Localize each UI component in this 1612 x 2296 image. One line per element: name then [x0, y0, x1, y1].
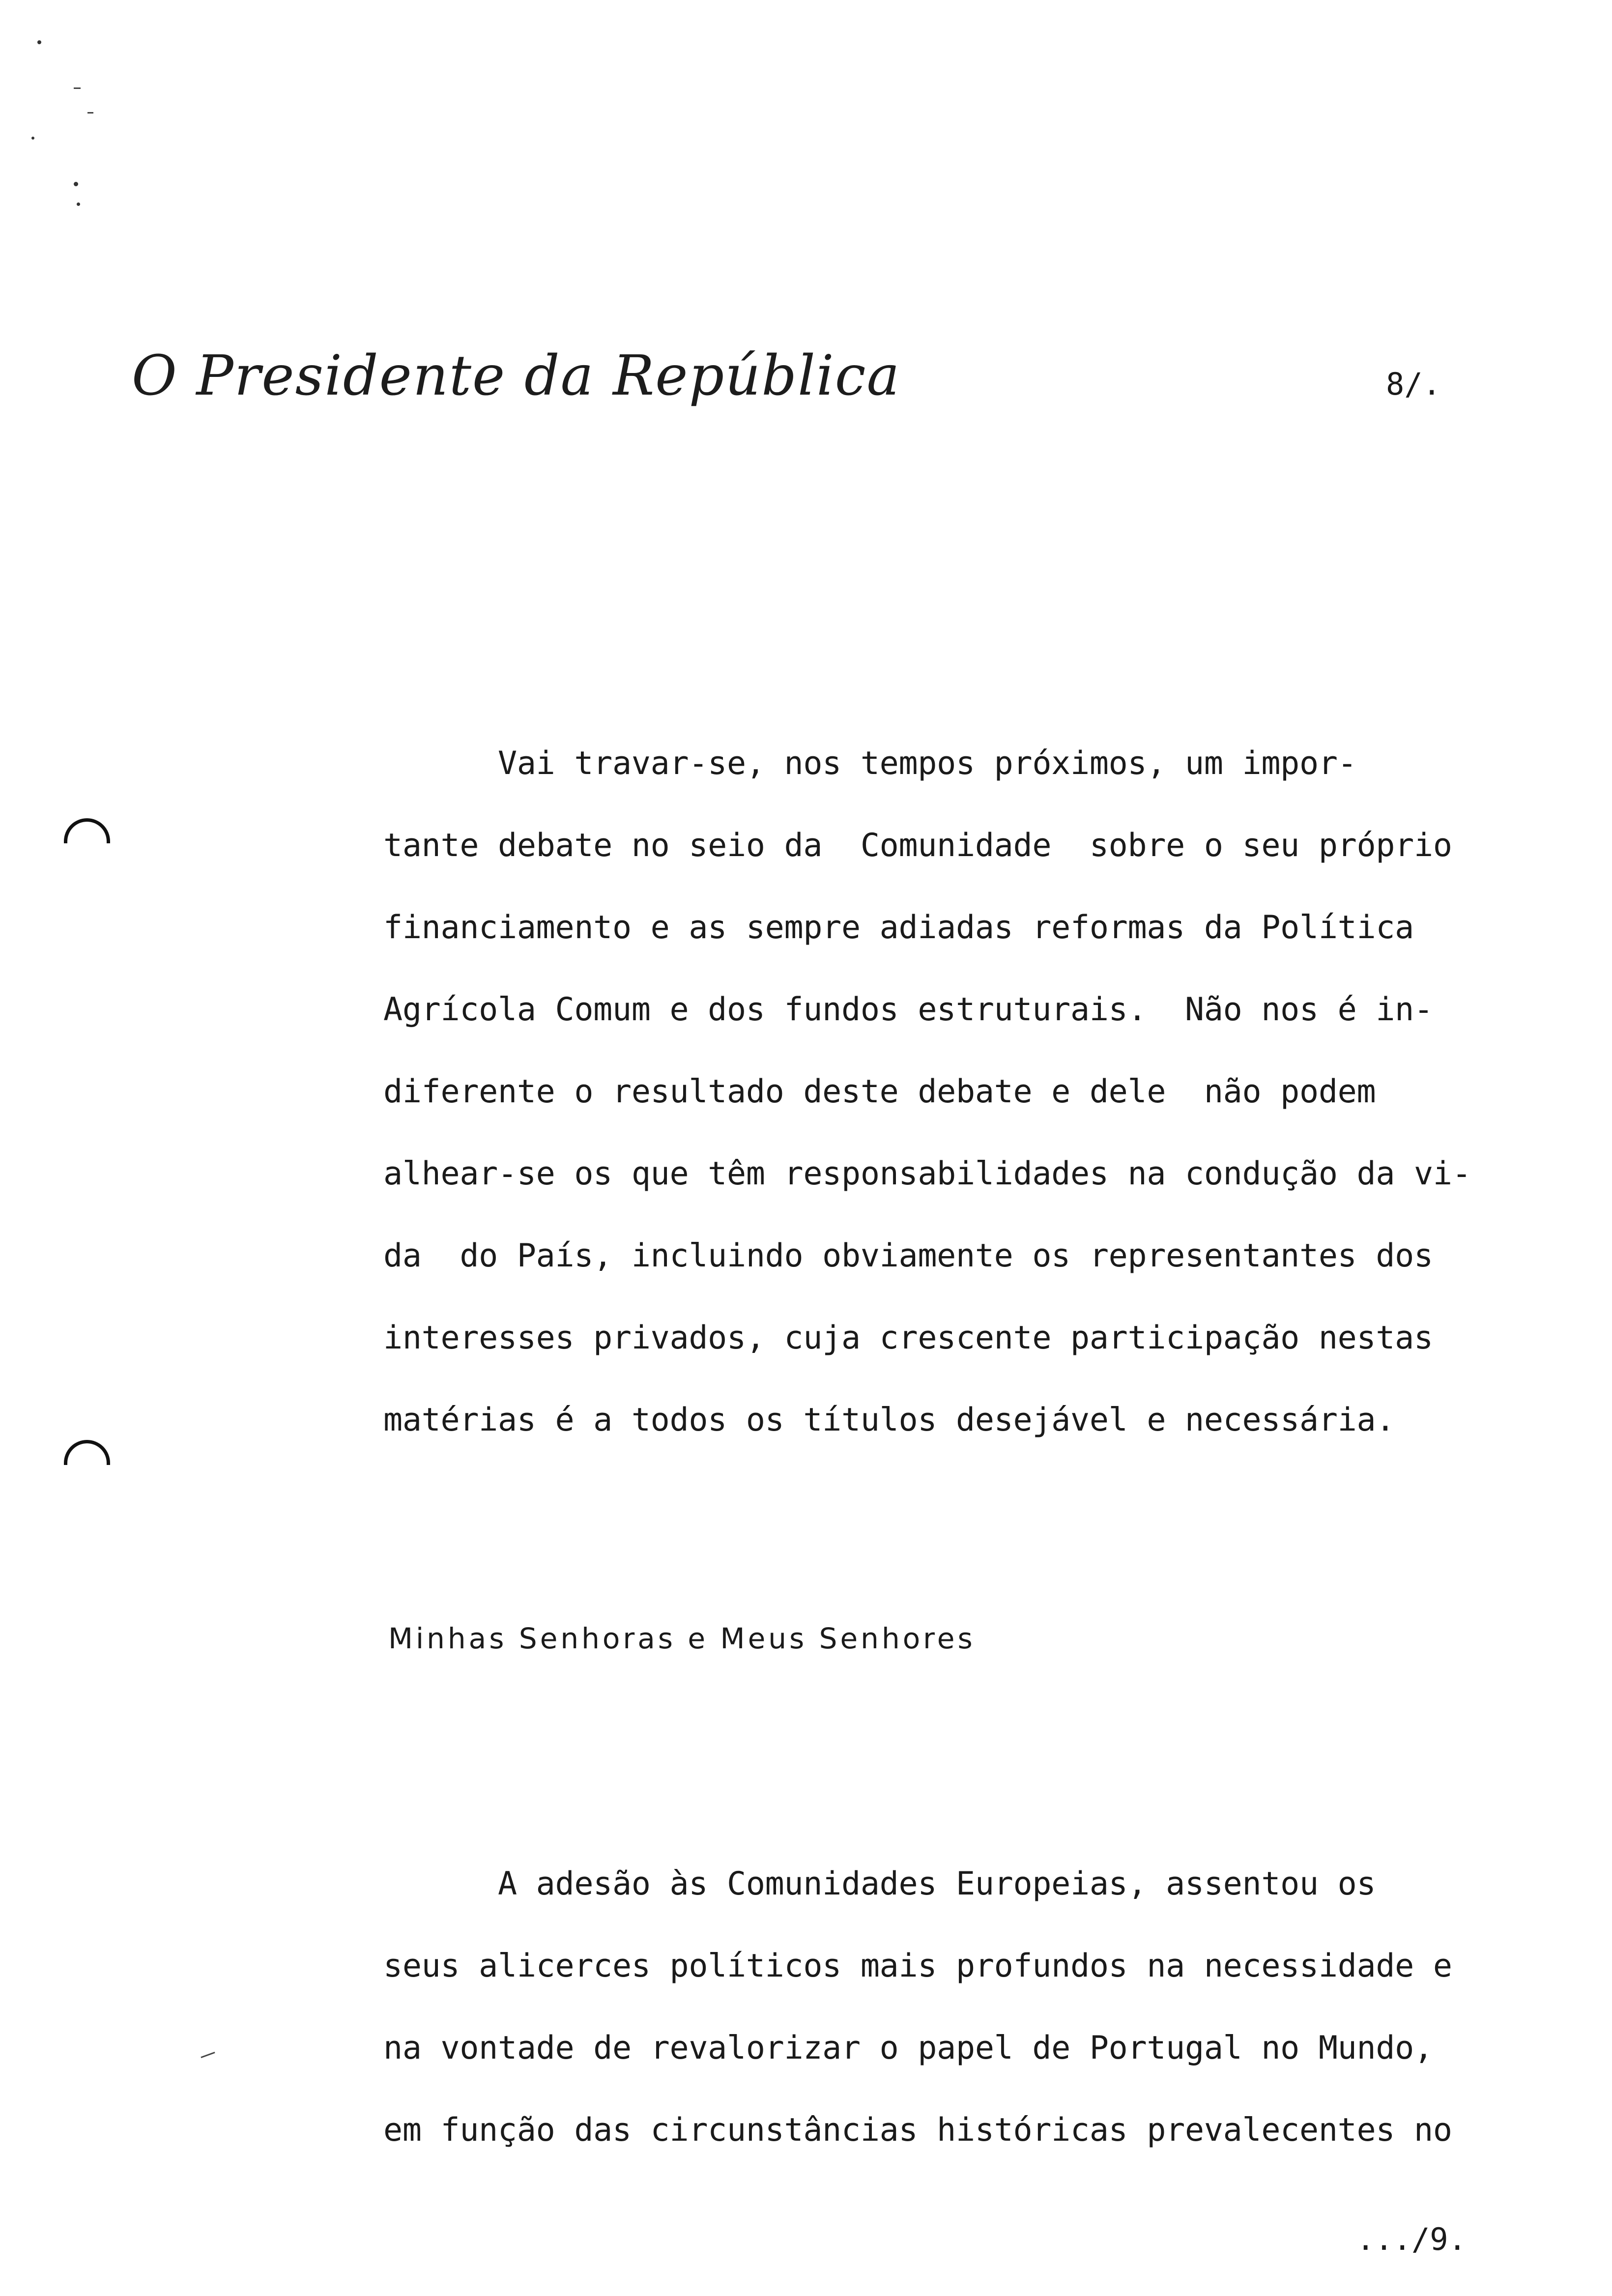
margin-punch-mark: [64, 818, 110, 843]
continuation-marker: .../9.: [1356, 2221, 1467, 2257]
margin-punch-mark: [64, 1440, 110, 1465]
text-line: Agrícola Comum e dos fundos estruturais. Não nos é in-: [383, 991, 1433, 1028]
text-line: na vontade de revalorizar o papel de Portugal no Mundo,: [383, 2030, 1433, 2066]
scan-speck: [87, 112, 93, 114]
text-line: diferente o resultado deste debate e dele não podem: [383, 1073, 1376, 1110]
text-line: matérias é a todos os títulos desejável e necessária.: [383, 1402, 1395, 1438]
paragraph: [383, 1843, 1452, 2171]
text-line: da do País, incluindo obviamente os representantes dos: [383, 1237, 1433, 1274]
text-line: em função das circunstâncias históricas prevalecentes no: [383, 2112, 1452, 2149]
scan-speck: [31, 137, 34, 140]
text-line: seus alicerces políticos mais profundos na necessidade e: [383, 1948, 1452, 1984]
page-number: 8/.: [1386, 366, 1441, 402]
text-line: financiamento e as sempre adiadas reformas da Política: [383, 909, 1414, 946]
scan-speck: [37, 40, 41, 44]
text-line: tante debate no seio da Comunidade sobre o seu próprio: [383, 827, 1452, 864]
greeting: Minhas Senhoras e Meus Senhores: [388, 1622, 976, 1655]
text-line: alhear-se os que têm responsabilidades na condução da vi-: [383, 1155, 1471, 1192]
scan-speck: [74, 87, 81, 89]
scan-speck: [74, 182, 78, 186]
scan-speck: [201, 2052, 215, 2058]
text-line: A adesão às Comunidades Europeias, assentou os: [383, 1866, 1376, 1902]
scan-speck: [77, 202, 80, 206]
paragraph: [383, 722, 1471, 1461]
letterhead-title: O Presidente da República: [132, 344, 901, 408]
text-line: interesses privados, cuja crescente participação nestas: [383, 1320, 1433, 1356]
text-line: Vai travar-se, nos tempos próximos, um impor-: [383, 745, 1357, 782]
